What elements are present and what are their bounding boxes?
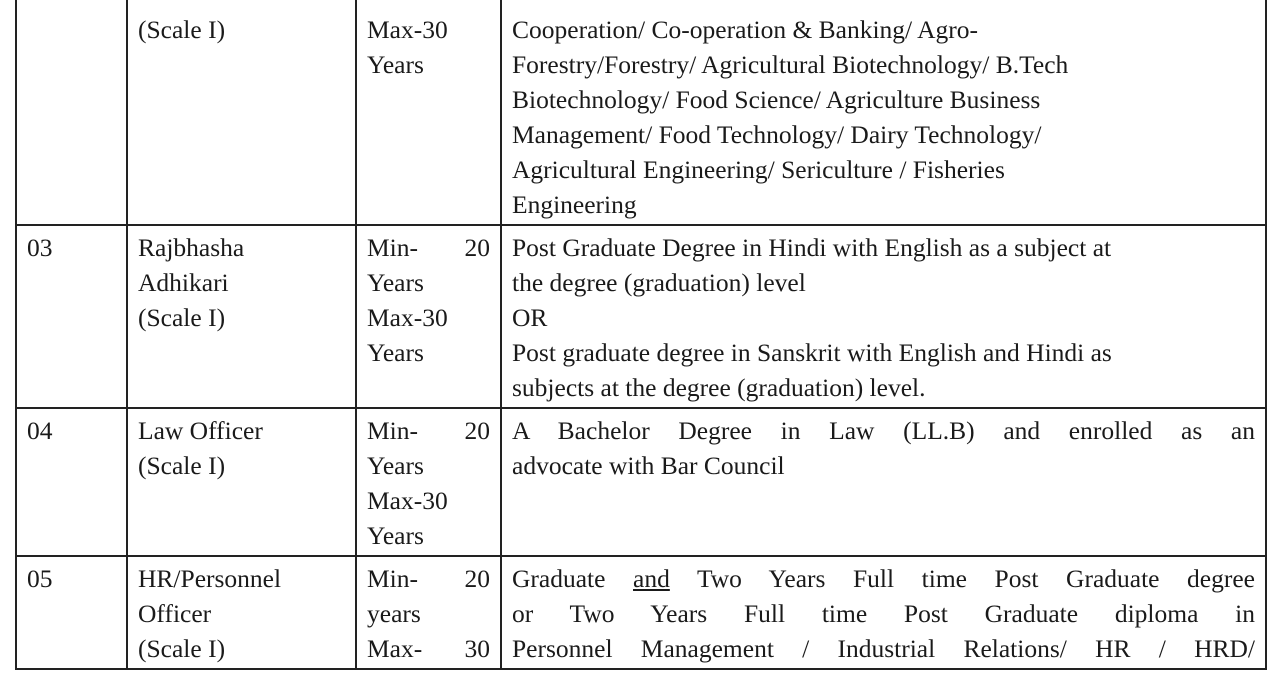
sno-cell bbox=[16, 0, 127, 225]
table-row bbox=[16, 556, 1266, 669]
age-cell: Min- 20 years Max- 30 bbox=[356, 556, 501, 669]
age-cell: Max-30 Years bbox=[356, 0, 501, 225]
qualification-cell: Post Graduate Degree in Hindi with English as a subject at the degree (graduation) level OR Post graduate degree in Sanskrit with English and Hindi as subjects at the degree (graduation) level. bbox=[501, 225, 1266, 408]
qualification-cell: Cooperation/ Co-operation & Banking/ Agro- Forestry/Forestry/ Agricultural Biotechnology/ B.Tech Biotechnology/ Food Science/ Agriculture Business Management/ Food Technology/ Dairy Technology/ Agricultural Engineering/ Sericulture / Fisheries Engineering bbox=[501, 0, 1266, 225]
sno-cell: 03 bbox=[16, 225, 127, 408]
post-cell: (Scale I) bbox=[127, 0, 356, 225]
underlined-and: and bbox=[633, 564, 670, 593]
qualification-first-line: Graduate and Two Years Full time Post Graduate degree bbox=[512, 564, 1255, 593]
table-row bbox=[16, 408, 1266, 556]
post-cell: Law Officer (Scale I) bbox=[127, 408, 356, 556]
qualification-cell: A Bachelor Degree in Law (LL.B) and enrolled as an advocate with Bar Council bbox=[501, 408, 1266, 556]
sno-cell: 04 bbox=[16, 408, 127, 556]
qualification-cell: Graduate and Two Years Full time Post Graduate degree or Two Years Full time Post Graduate diploma in Personnel Management / Industrial Relations/ HR / HRD/ bbox=[501, 556, 1266, 669]
age-cell: Min- 20 Years Max-30 Years bbox=[356, 225, 501, 408]
post-cell: Rajbhasha Adhikari (Scale I) bbox=[127, 225, 356, 408]
table-row bbox=[16, 225, 1266, 408]
post-cell: HR/Personnel Officer (Scale I) bbox=[127, 556, 356, 669]
table-row bbox=[16, 0, 1266, 225]
age-cell: Min- 20 Years Max-30 Years bbox=[356, 408, 501, 556]
eligibility-table bbox=[15, 0, 1267, 670]
sno-cell: 05 bbox=[16, 556, 127, 669]
